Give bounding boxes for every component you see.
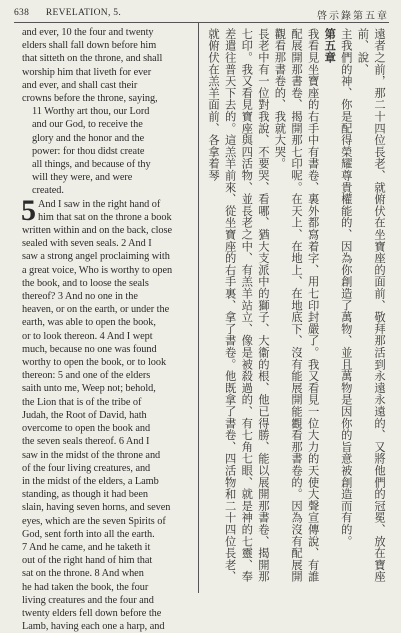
running-head-left <box>14 8 121 18</box>
text-line: created. <box>32 185 64 197</box>
chinese-paragraph: 主我們的神、你是配得榮耀尊貴權能的、因為你創造了萬物、並且萬物是因你的旨意被創造而有的。 <box>339 28 353 548</box>
text-line: standing, as though it had been <box>22 489 148 501</box>
text-line: power: for thou didst create <box>32 145 145 157</box>
text-line: much, because no one was found <box>22 343 157 355</box>
text-line: elders shall fall down before him <box>22 40 157 52</box>
text-line: saw a strong angel proclaiming with <box>22 251 170 263</box>
chapter-5-text <box>21 193 194 633</box>
chinese-chapter-heading: 第五章 <box>323 28 337 64</box>
text-line: heaven, or on the earth, or under the <box>22 304 170 316</box>
chinese-paragraph: 長老中有一位對我說、不要哭、看哪、猶大支派中的獅子、大衞的根、他已得勝、能以展開那書卷、揭開那七印。我又看見寶座與四活物、並長老之中、有羔羊站立、像是被殺過的、有七角七眼、就是神的七靈、奉差遣往普天下去的。這羔羊前來、從坐寶座的右手裏、拿了書卷。他既拿了書卷、四活物和二十四位長老、就俯伏在羔羊面前、各拿着琴 <box>207 28 270 583</box>
text-line: living creatures and the four and <box>22 594 154 606</box>
text-line: glory and the honor and the <box>32 132 145 144</box>
text-line: sealed with seven seals. 2 And I <box>22 238 152 250</box>
text-line: and our God, to receive the <box>32 119 143 131</box>
text-line: God, sent forth into all the earth. <box>22 528 155 540</box>
text-line: worship him that liveth for ever <box>22 66 152 78</box>
chinese-paragraph: 遠者之前，那二十四位長老、就俯伏在坐寶座的面前、敬拜那活到永遠永遠的、又將他們的冠冕、放在寶座前、說、 <box>356 28 386 583</box>
text-line: the book, and to loose the seals <box>22 277 149 289</box>
text-line: and ever, 10 the four and twenty <box>22 27 154 38</box>
text-line: and ever, and shall cast their <box>22 79 138 91</box>
text-line: thereof? 3 And no one in the <box>22 291 138 303</box>
text-line: saith unto me, Weep not; behold, <box>22 383 156 395</box>
verse-11-poetry <box>22 105 194 197</box>
english-block-1 <box>22 26 194 105</box>
text-line: earth, was able to open the book, <box>22 317 156 329</box>
text-line: of the four living creatures, and <box>22 462 151 474</box>
chinese-running-title: 啓示錄第五章 <box>317 11 389 22</box>
text-line: that sitteth on the throne, and shall <box>22 53 163 65</box>
text-line: a great voice, Who is worthy to open <box>22 264 173 276</box>
text-line: all things, and because of thy <box>32 159 151 171</box>
text-line: in the midst of the elders, a Lamb <box>22 475 159 487</box>
english-column <box>22 26 194 633</box>
text-line: thereon: 5 and one of the elders <box>22 370 151 382</box>
text-line: 11 Worthy art thou, our Lord <box>32 106 150 118</box>
chinese-paragraph: 我看見坐寶座的右手中有書卷、裏外都寫着字、用七印封嚴了。我又看見一位大力的天使大聲宣傳說、有誰配展開那書卷、揭開那七印呢。在天上、在地上、在地底下、沒有能展開能觀看那書卷的。因為沒有配展開觀看那書卷的、我就大哭。 <box>273 28 320 583</box>
text-line: will they were, and were <box>32 172 133 184</box>
text-line: worthy to open the book, or to look <box>22 357 167 369</box>
column-divider <box>198 23 199 593</box>
text-line: slain, having seven horns, and seven <box>22 502 171 514</box>
chinese-column <box>203 28 387 593</box>
text-line: or to look thereon. 4 And I wept <box>22 330 153 342</box>
text-line: And I saw in the right hand of <box>37 198 161 210</box>
text-line: him that sat on the throne a book <box>37 211 172 223</box>
chapter-number: 5 <box>21 193 36 227</box>
text-line: sat on the throne. 8 And when <box>22 568 144 580</box>
page-number: 638 <box>14 8 30 18</box>
text-line: saw in the midst of the throne and <box>22 449 161 461</box>
page-header <box>14 8 389 22</box>
text-line: Judah, the Root of David, hath <box>22 409 147 421</box>
text-line: 7 And he came, and he taketh it <box>22 541 151 553</box>
text-line: crowns before the throne, saying, <box>22 93 158 105</box>
text-line: he had taken the book, the four <box>22 581 149 593</box>
text-line: the Lion that is of the tribe of <box>22 396 142 408</box>
running-title: REVELATION, 5. <box>45 8 122 18</box>
text-line: Lamb, having each one a harp, and <box>22 621 165 633</box>
text-line: twenty elders fell down before the <box>22 607 162 619</box>
text-line: out of the right hand of him that <box>22 555 153 567</box>
header-rule <box>14 22 389 23</box>
text-line: the seven seals thereof. 6 And I <box>22 436 150 448</box>
text-line: eyes, which are the seven Spirits of <box>22 515 166 527</box>
text-line: written within and on the back, close <box>22 225 172 237</box>
text-line: overcome to open the book and <box>22 423 151 435</box>
